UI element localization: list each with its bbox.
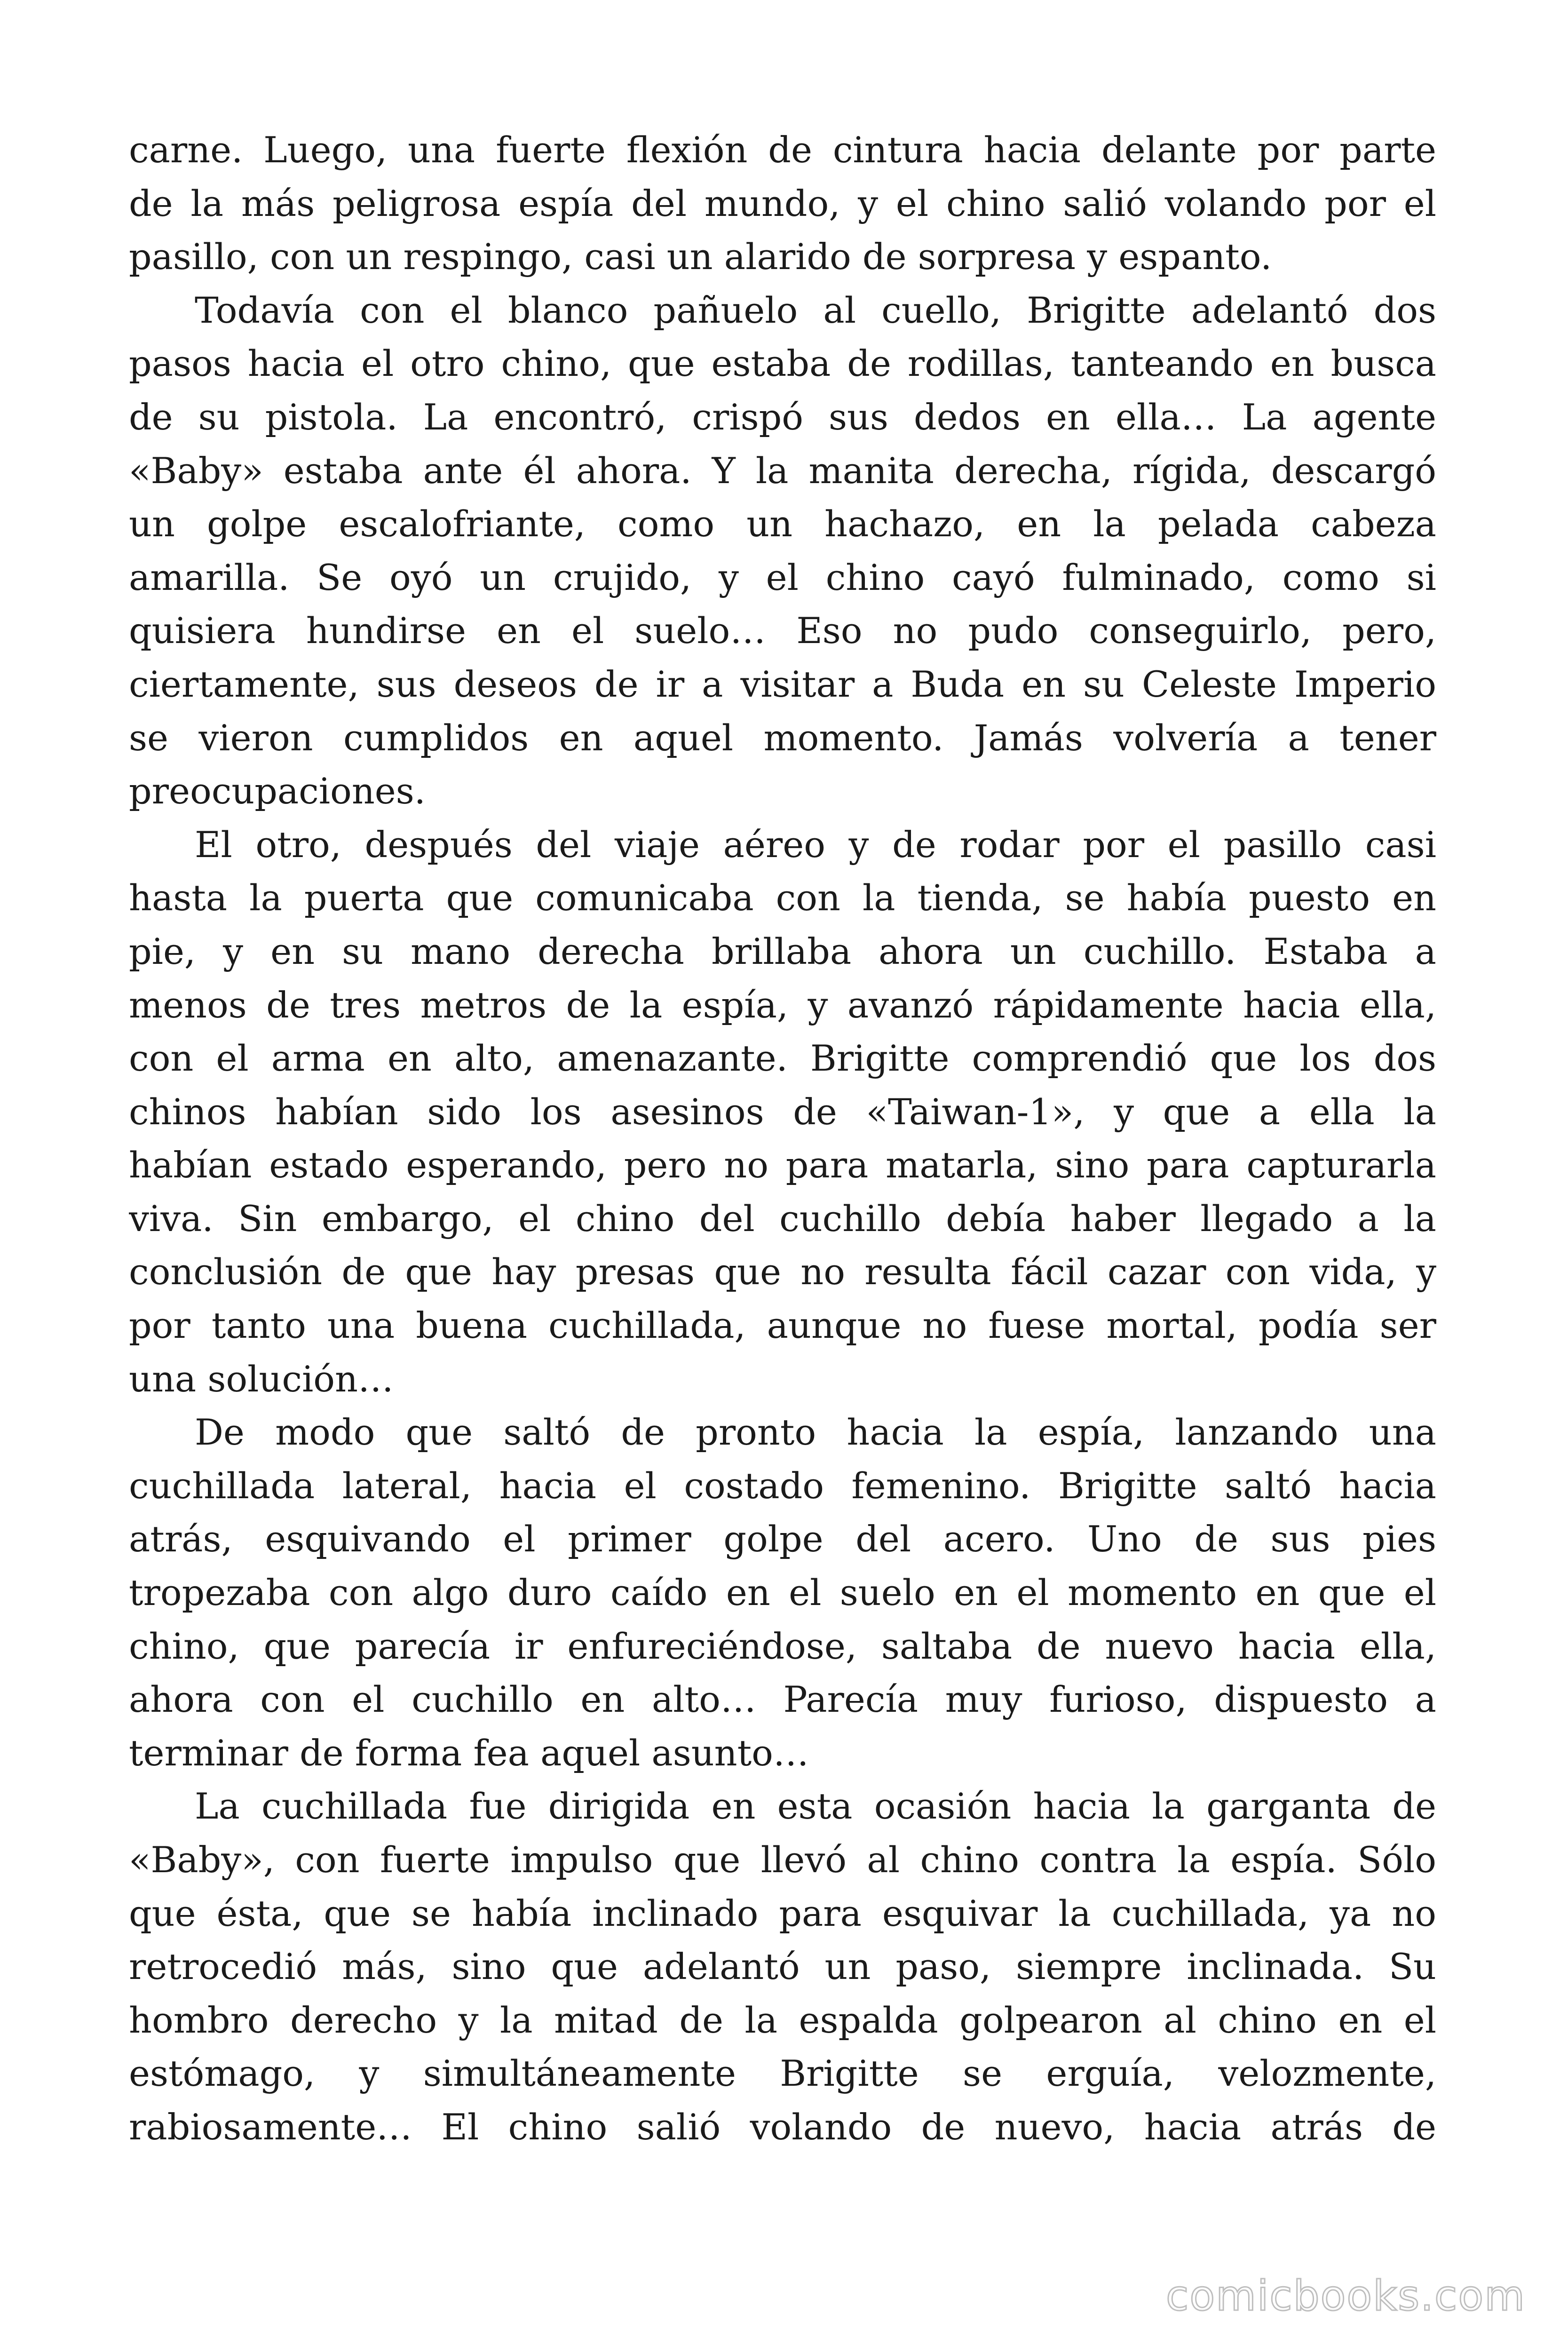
text-line: hombro derecho y la mitad de la espalda golpearon al chino en el: [129, 1999, 1436, 2041]
text-line: estómago, y simultáneamente Brigitte se erguía, velozmente,: [129, 2052, 1436, 2095]
text-line: tropezaba con algo duro caído en el suelo en el momento en que el: [129, 1572, 1436, 1614]
text-line: se vieron cumplidos en aquel momento. Jamás volvería a tener: [129, 716, 1436, 759]
text-line: viva. Sin embargo, el chino del cuchillo debía haber llegado a la: [129, 1197, 1436, 1240]
text-line: rabiosamente… El chino salió volando de nuevo, hacia atrás de: [129, 2106, 1436, 2148]
text-line: De modo que saltó de pronto hacia la espía, lanzando una: [195, 1411, 1436, 1454]
text-line: atrás, esquivando el primer golpe del acero. Uno de sus pies: [129, 1518, 1436, 1560]
text-line: preocupaciones.: [129, 770, 426, 812]
text-line: una solución…: [129, 1358, 394, 1400]
text-line: La cuchillada fue dirigida en esta ocasión hacia la garganta de: [195, 1785, 1436, 1828]
text-line: que ésta, que se había inclinado para esquivar la cuchillada, ya no: [129, 1892, 1436, 1934]
text-line: ciertamente, sus deseos de ir a visitar a Buda en su Celeste Imperio: [129, 663, 1436, 705]
text-line: habían estado esperando, pero no para matarla, sino para capturarla: [129, 1144, 1436, 1186]
text-line: de su pistola. La encontró, crispó sus dedos en ella… La agente: [129, 396, 1436, 438]
body-text: [129, 123, 1436, 2154]
text-line: retrocedió más, sino que adelantó un paso, siempre inclinada. Su: [129, 1946, 1436, 1988]
text-line: Todavía con el blanco pañuelo al cuello, Brigitte adelantó dos: [195, 289, 1436, 331]
text-line: chinos habían sido los asesinos de «Taiwan-1», y que a ella la: [129, 1090, 1436, 1133]
text-line: de la más peligrosa espía del mundo, y el chino salió volando por el: [129, 182, 1436, 224]
text-line: por tanto una buena cuchillada, aunque no fuese mortal, podía ser: [129, 1304, 1436, 1347]
text-line: pasos hacia el otro chino, que estaba de rodillas, tanteando en busca: [129, 342, 1436, 385]
paragraph: [129, 123, 1436, 284]
text-line: chino, que parecía ir enfureciéndose, saltaba de nuevo hacia ella,: [129, 1625, 1436, 1667]
text-line: conclusión de que hay presas que no resulta fácil cazar con vida, y: [129, 1251, 1436, 1293]
text-line: «Baby» estaba ante él ahora. Y la manita derecha, rígida, descargó: [129, 449, 1436, 492]
text-line: carne. Luego, una fuerte flexión de cintura hacia delante por parte: [129, 129, 1436, 171]
text-line: pasillo, con un respingo, casi un alarido de sorpresa y espanto.: [129, 236, 1272, 278]
paragraph: [129, 1406, 1436, 1780]
text-line: un golpe escalofriante, como un hachazo, en la pelada cabeza: [129, 503, 1436, 545]
paragraph: [129, 818, 1436, 1406]
text-line: El otro, después del viaje aéreo y de rodar por el pasillo casi: [195, 823, 1436, 866]
text-line: hasta la puerta que comunicaba con la tienda, se había puesto en: [129, 877, 1436, 919]
text-line: amarilla. Se oyó un crujido, y el chino cayó fulminado, como si: [129, 556, 1436, 598]
paragraph: [129, 284, 1436, 818]
text-line: cuchillada lateral, hacia el costado femenino. Brigitte saltó hacia: [129, 1464, 1436, 1507]
text-line: pie, y en su mano derecha brillaba ahora un cuchillo. Estaba a: [129, 930, 1436, 972]
text-line: ahora con el cuchillo en alto… Parecía muy furioso, dispuesto a: [129, 1678, 1436, 1721]
text-line: quisiera hundirse en el suelo… Eso no pudo conseguirlo, pero,: [129, 610, 1436, 652]
text-line: con el arma en alto, amenazante. Brigitte comprendió que los dos: [129, 1037, 1436, 1080]
text-line: «Baby», con fuerte impulso que llevó al chino contra la espía. Sólo: [129, 1839, 1436, 1881]
paragraph: [129, 1780, 1436, 2153]
watermark: comicbooks.com: [1165, 2272, 1526, 2320]
text-line: terminar de forma fea aquel asunto…: [129, 1732, 809, 1774]
text-line: menos de tres metros de la espía, y avanzó rápidamente hacia ella,: [129, 984, 1436, 1026]
